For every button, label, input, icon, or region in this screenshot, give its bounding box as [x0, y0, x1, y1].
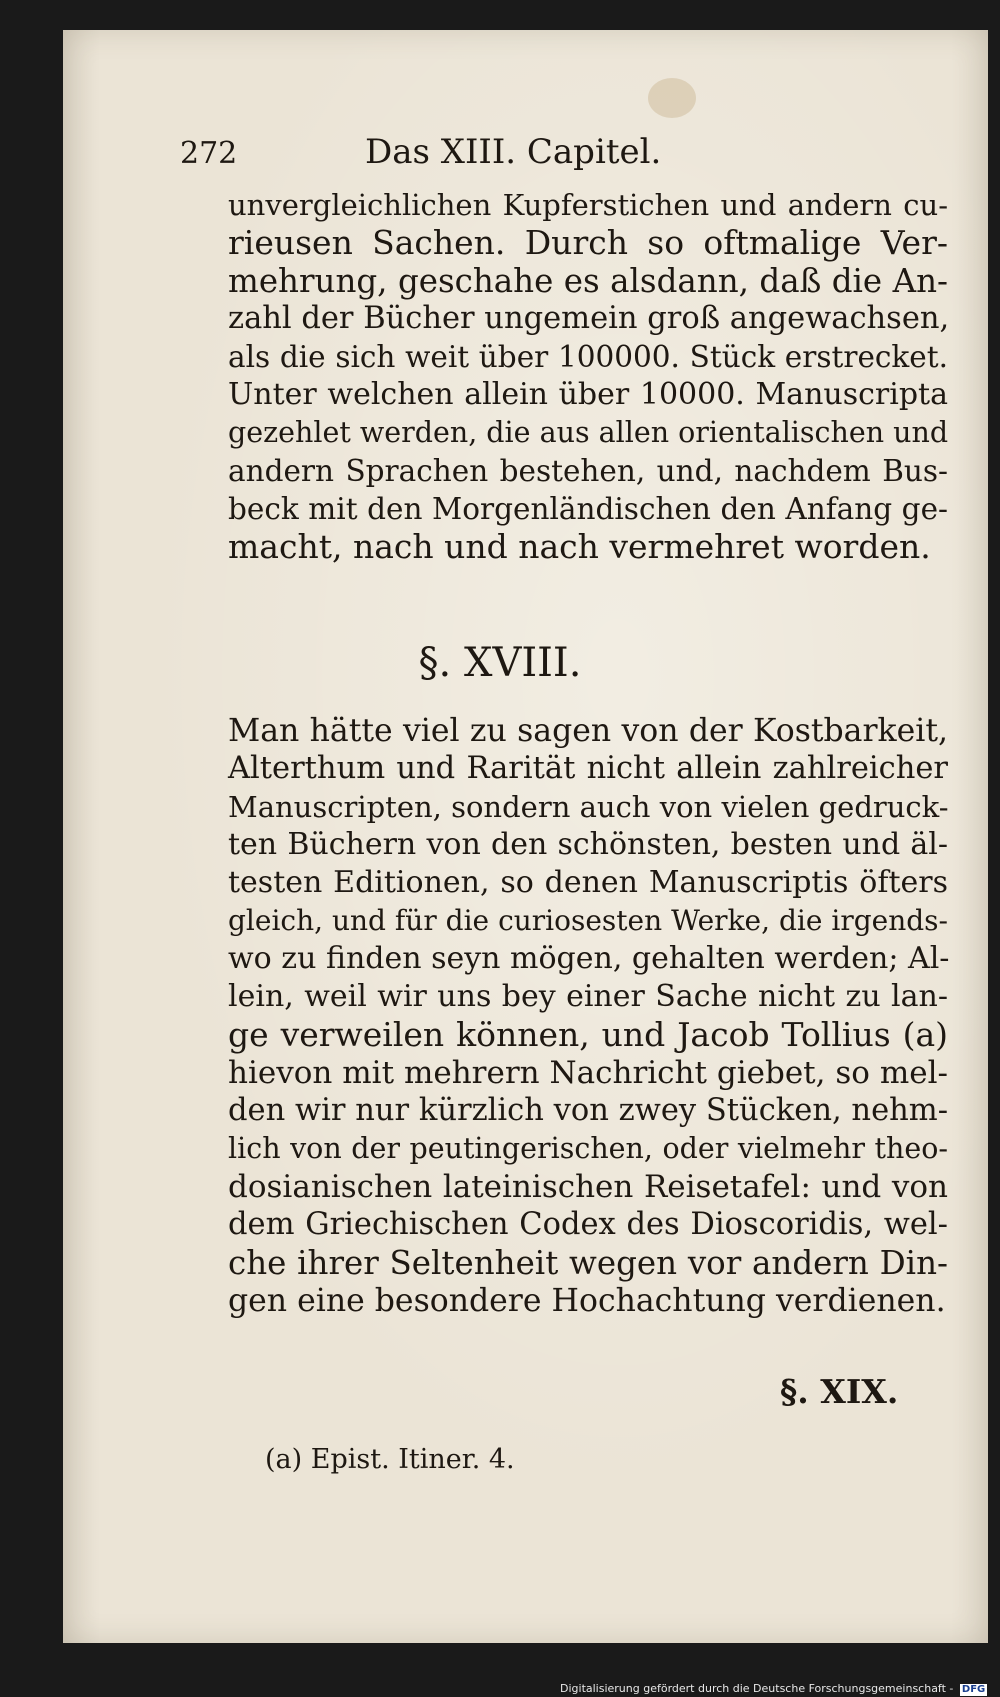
- text-line: Manuscripten, sondern auch von vielen gedruck-: [228, 790, 949, 824]
- credit-text: Digitalisierung gefördert durch die Deutsche Forschungsgemeinschaft -: [560, 1682, 954, 1695]
- section-heading: §. XVIII.: [418, 640, 582, 686]
- running-head: Das XIII. Capitel.: [365, 132, 662, 172]
- text-line: ten Büchern von den schönsten, besten und äl-: [228, 827, 948, 862]
- digitization-credit: [560, 1682, 987, 1696]
- text-line: Unter welchen allein über 10000. Manuscripta: [228, 377, 948, 412]
- text-line: ge verweilen können, und Jacob Tollius (a): [228, 1015, 948, 1054]
- text-line: rieusen Sachen. Durch so oftmalige Ver-: [228, 223, 948, 262]
- text-line: lich von der peutingerischen, oder vielmehr theo-: [228, 1132, 948, 1165]
- text-line: beck mit den Morgenländischen den Anfang ge-: [228, 492, 948, 526]
- text-line: hievon mit mehrern Nachricht giebet, so mel-: [228, 1055, 948, 1091]
- footnote: (a) Epist. Itiner. 4.: [265, 1444, 515, 1475]
- text-line: macht, nach und nach vermehret worden.: [228, 527, 931, 566]
- text-line: Man hätte viel zu sagen von der Kostbarkeit,: [228, 713, 948, 749]
- text-line: che ihrer Seltenheit wegen vor andern Din-: [228, 1244, 948, 1282]
- dfg-logo: DFG: [961, 1684, 986, 1695]
- text-line: wo zu finden seyn mögen, gehalten werden; Al-: [228, 941, 950, 976]
- text-line: dem Griechischen Codex des Dioscoridis, wel-: [228, 1207, 948, 1242]
- text-line: gleich, und für die curiosesten Werke, die irgends-: [228, 904, 948, 937]
- paper-stain: [648, 78, 696, 118]
- text-line: testen Editionen, so denen Manuscriptis öfters: [228, 865, 948, 900]
- page-number: 272: [180, 136, 238, 171]
- catchword: §. XIX.: [780, 1372, 899, 1411]
- text-line: lein, weil wir uns bey einer Sache nicht zu lan-: [228, 979, 948, 1014]
- text-line: unvergleichlichen Kupferstichen und andern cu-: [228, 188, 948, 222]
- text-line: andern Sprachen bestehen, und, nachdem Bus-: [228, 454, 948, 488]
- text-line: Alterthum und Rarität nicht allein zahlreicher: [228, 751, 948, 786]
- text-line: gezehlet werden, die aus allen orientalischen und: [228, 416, 949, 449]
- text-line: den wir nur kürzlich von zwey Stücken, nehm-: [228, 1093, 948, 1128]
- page-header: [180, 124, 780, 174]
- text-line: als die sich weit über 100000. Stück erstrecket.: [228, 340, 948, 374]
- text-line: zahl der Bücher ungemein groß angewachsen,: [228, 301, 950, 336]
- text-line: mehrung, geschahe es alsdann, daß die An-: [228, 262, 948, 300]
- text-line: gen eine besondere Hochachtung verdienen.: [228, 1283, 946, 1319]
- text-line: dosianischen lateinischen Reisetafel: und von: [228, 1169, 948, 1205]
